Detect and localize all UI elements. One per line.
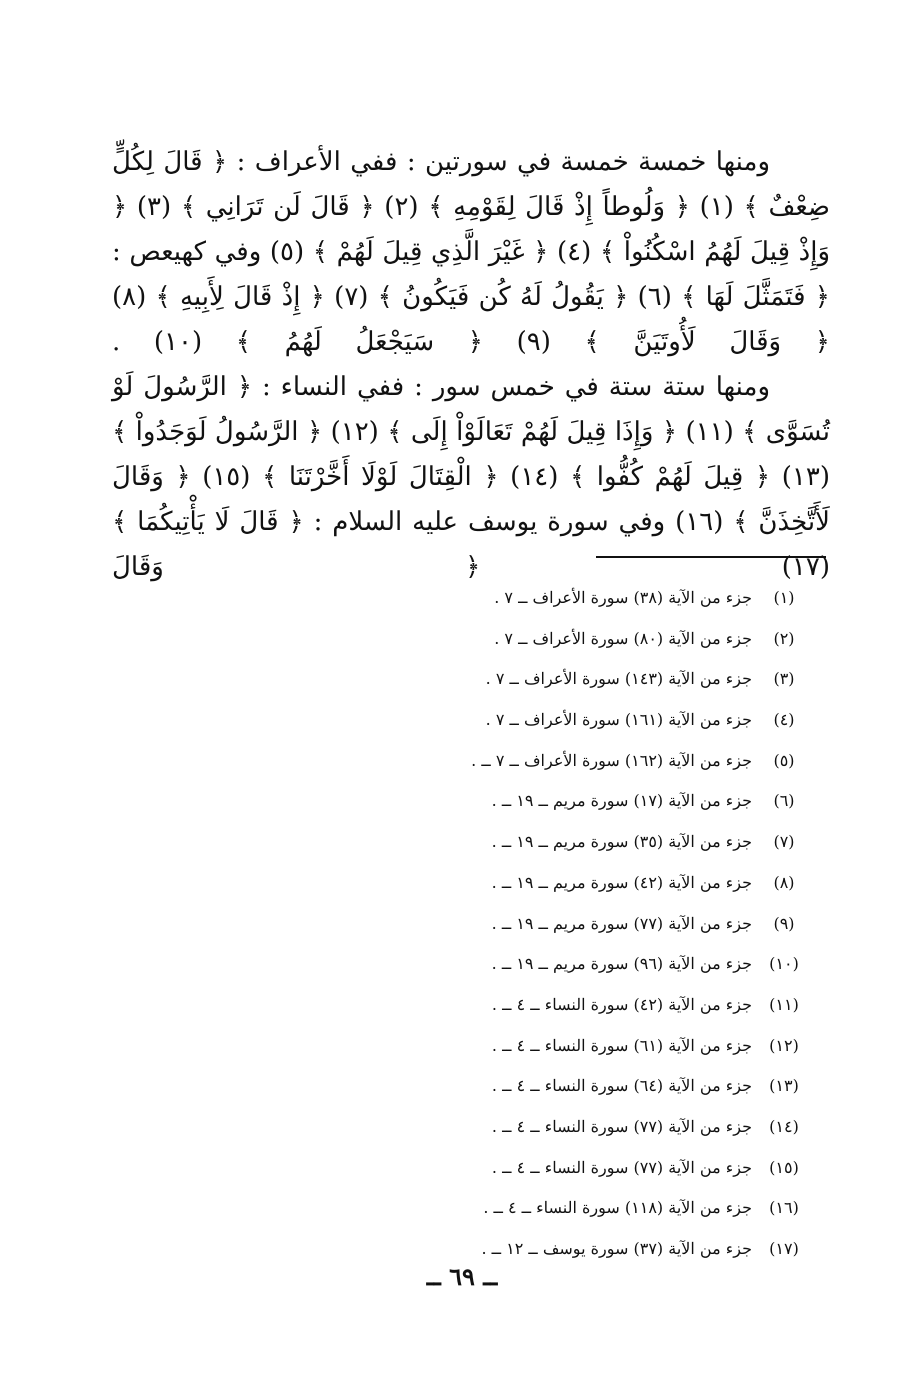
footnote-number: (١٦) — [769, 1198, 799, 1218]
footnote — [286, 1158, 806, 1199]
footnote — [286, 954, 806, 995]
footnote-text: جزء من الآية (١٤٣) سورة الأعراف ــ ٧ . — [485, 669, 752, 689]
footnote-text: جزء من الآية (١٦١) سورة الأعراف ــ ٧ . — [485, 710, 752, 730]
footnote-text: جزء من الآية (٣٧) سورة يوسف ــ ١٢ ــ . — [481, 1239, 752, 1258]
footnote-text: جزء من الآية (٤٢) سورة النساء ــ ٤ ــ . — [491, 994, 752, 1014]
footnote-number: (٧) — [773, 832, 795, 852]
footnote-text: جزء من الآية (٧٧) سورة مريم ــ ١٩ ــ . — [491, 913, 752, 933]
main-text — [112, 140, 830, 590]
footnote-number: (٤) — [773, 710, 795, 730]
footnote — [286, 791, 806, 832]
footnote — [286, 1198, 806, 1239]
footnote — [286, 588, 806, 629]
footnote — [286, 1117, 806, 1158]
footnote-text: جزء من الآية (٩٦) سورة مريم ــ ١٩ ــ . — [491, 954, 752, 974]
footnote-text: جزء من الآية (٨٠) سورة الأعراف ــ ٧ . — [494, 628, 752, 648]
page-number: ــ ٦٩ ــ — [426, 1262, 498, 1291]
paragraph-nisa-yusuf: ومنها ستة ستة في خمس سور : ففي النساء : ﴿ الرَّسُولَ لَوْ تُسَوَّى ﴾ (١١) ﴿ وَإِذَا قِيلَ لَهُمْ تَعَالَوْاْ إِلَى ﴾ (١٢) ﴿ الرَّسُولُ لَوَجَدُواْ ﴾ (١٣) ﴿ قِيلَ لَهُمْ كُفُّوا ﴾ (١٤) ﴿ الْقِتَالَ لَوْلَا أَخَّرْتَنَا ﴾ (١٥) ﴿ وَقَالَ لَأَتَّخِذَنَّ ﴾ (١٦) وفي سورة يوسف عليه السلام : ﴿ قَالَ لَا يَأْتِيكُمَا ﴾ (١٧) ﴿ وَقَالَ — [112, 372, 830, 582]
footnote-number: (١٣) — [769, 1076, 799, 1096]
footnote-text: جزء من الآية (٣٨) سورة الأعراف ــ ٧ . — [494, 588, 752, 607]
paragraph-araf-maryam: ومنها خمسة خمسة في سورتين : ففي الأعراف : ﴿ قَالَ لِكُلٍّ ضِعْفٌ ﴾ (١) ﴿ وَلُوطاً إِذْ قَالَ لِقَوْمِهِ ﴾ (٢) ﴿ قَالَ لَن تَرَانِي ﴾ (٣) ﴿ وَإِذْ قِيلَ لَهُمُ اسْكُنُواْ ﴾ (٤) ﴿ غَيْرَ الَّذِي قِيلَ لَهُمْ ﴾ (٥) وفي كهيعص : ﴿ فَتَمَثَّلَ لَهَا ﴾ (٦) ﴿ يَقُولُ لَهُ كُن فَيَكُونُ ﴾ (٧) ﴿ إِذْ قَالَ لِأَبِيهِ ﴾ (٨) ﴿ وَقَالَ لَأُوتَيَنَّ ﴾ (٩) ﴿ سَيَجْعَلُ لَهُمُ ﴾ (١٠) . — [112, 147, 831, 357]
footnote-number: (١) — [773, 588, 795, 607]
footnote — [286, 669, 806, 710]
footnotes-list — [286, 588, 806, 1280]
footnote — [286, 751, 806, 792]
footnote-separator-rule — [596, 556, 826, 558]
footnote-number: (٨) — [773, 872, 795, 892]
footnote — [286, 995, 806, 1036]
footnote-number: (٥) — [773, 750, 795, 770]
footnote-text: جزء من الآية (٧٧) سورة النساء ــ ٤ ــ . — [491, 1157, 752, 1177]
footnote-text: جزء من الآية (١٧) سورة مريم ــ ١٩ ــ . — [491, 791, 752, 811]
footnote-text: جزء من الآية (٣٥) سورة مريم ــ ١٩ ــ . — [491, 832, 752, 852]
footnote-number: (٦) — [773, 791, 795, 811]
footnote-number: (١٤) — [769, 1116, 799, 1136]
footnote-text: جزء من الآية (٧٧) سورة النساء ــ ٤ ــ . — [491, 1116, 752, 1136]
footnote-number: (٩) — [773, 913, 795, 933]
footnote-number: (١٧) — [769, 1239, 799, 1258]
footnote-text: جزء من الآية (٦١) سورة النساء ــ ٤ ــ . — [491, 1035, 752, 1055]
footnote-text: جزء من الآية (١٦٢) سورة الأعراف ــ ٧ ــ . — [471, 750, 752, 770]
footnote — [286, 832, 806, 873]
footnote-number: (٣) — [773, 669, 795, 689]
footnote — [286, 914, 806, 955]
footnote-number: (٢) — [773, 628, 795, 648]
footnote-text: جزء من الآية (٤٢) سورة مريم ــ ١٩ ــ . — [491, 872, 752, 892]
footnote-number: (١٢) — [769, 1035, 799, 1055]
footnote — [286, 1076, 806, 1117]
footnote-number: (١١) — [769, 994, 799, 1014]
footnote — [286, 1036, 806, 1077]
footnote — [286, 710, 806, 751]
footnote-text: جزء من الآية (٦٤) سورة النساء ــ ٤ ــ . — [491, 1076, 752, 1096]
footnote-number: (١٠) — [769, 954, 799, 974]
footnote — [286, 629, 806, 670]
footnote-text: جزء من الآية (١١٨) سورة النساء ــ ٤ ــ . — [483, 1198, 752, 1218]
footnote-number: (١٥) — [769, 1157, 799, 1177]
footnote — [286, 873, 806, 914]
